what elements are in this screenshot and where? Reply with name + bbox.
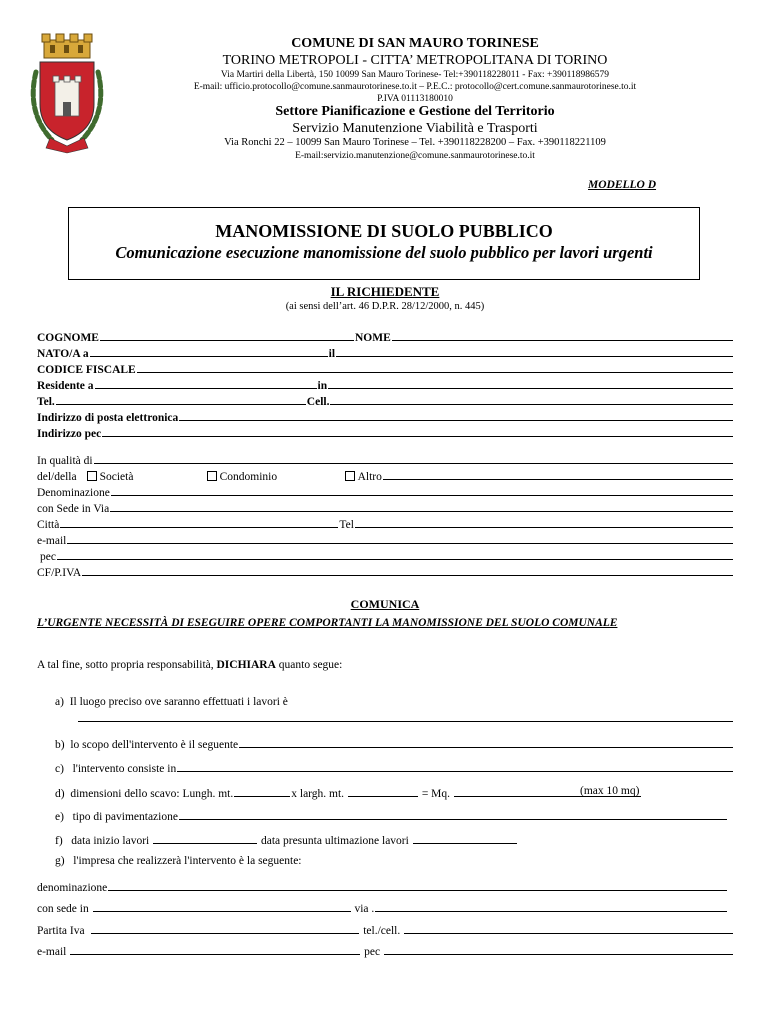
item-e-label: tipo di pavimentazione [72, 811, 178, 823]
impresa-sede-label: con sede in [37, 903, 89, 915]
pec-label: Indirizzo pec [37, 428, 102, 440]
impresa-email-field[interactable] [70, 954, 360, 955]
settore-title: Settore Pianificazione e Gestione del Territorio [275, 104, 555, 119]
intro-text: A tal fine, sotto propria responsabilità, [37, 659, 214, 671]
nome-label: NOME [354, 332, 391, 344]
item-c-letter: c) [55, 763, 64, 775]
citta-label: Città [37, 519, 60, 531]
servizio-title: Servizio Manutenzione Viabilità e Trasporti [292, 121, 538, 136]
sede-label: con Sede in Via [37, 503, 110, 515]
impresa-email-label: e-mail [37, 946, 67, 958]
item-a-field[interactable] [78, 721, 733, 722]
item-b-label: lo scopo dell'intervento è il seguente [70, 739, 239, 751]
tel-field[interactable] [56, 404, 306, 405]
dichiara-intro [37, 659, 342, 671]
qualita-pec-label: pec [40, 551, 56, 563]
cfpiva-label: CF/P.IVA [37, 567, 82, 579]
sede-field[interactable] [110, 511, 733, 512]
item-c-label: l'intervento consiste in [72, 763, 177, 775]
item-f-label: data inizio lavori [71, 835, 150, 847]
denominazione-label: Denominazione [37, 487, 110, 499]
cell-field[interactable] [330, 404, 733, 405]
qualita-tel-label: Tel [339, 519, 354, 531]
qualita-email-label: e-mail [37, 535, 67, 547]
option-altro[interactable] [345, 471, 382, 483]
nome-field[interactable] [392, 340, 733, 341]
nato-label: NATO/A a [37, 348, 89, 360]
altro-field[interactable] [383, 479, 733, 480]
checkbox-icon [87, 471, 97, 481]
shield-icon [40, 62, 94, 140]
coat-of-arms-logo [22, 32, 112, 154]
intro-tail: quanto segue: [278, 659, 343, 671]
checkbox-icon [345, 471, 355, 481]
document-title: MANOMISSIONE DI SUOLO PUBBLICO [215, 221, 553, 241]
item-d-letter: d) [55, 788, 65, 800]
comune-name: COMUNE DI SAN MAURO TORINESE [291, 36, 539, 51]
document-subtitle: Comunicazione esecuzione manomissione del suolo pubblico per lavori urgenti [115, 243, 653, 262]
impresa-pec-label: pec [364, 946, 381, 958]
email-field[interactable] [179, 420, 733, 421]
impresa-tel-field[interactable] [404, 933, 733, 934]
crown-icon [42, 34, 92, 58]
data-inizio-field[interactable] [153, 843, 257, 844]
item-e-letter: e) [55, 811, 64, 823]
altro-label: Altro [357, 471, 382, 483]
modello-label: MODELLO D [588, 179, 657, 191]
data-fine-field[interactable] [413, 843, 517, 844]
option-societa[interactable] [87, 471, 207, 483]
impresa-tel-label: tel./cell. [363, 925, 401, 937]
birthplace-field[interactable] [90, 356, 328, 357]
codice-fiscale-label: CODICE FISCALE [37, 364, 136, 376]
item-d-label: dimensioni dello scavo: Lungh. mt. [70, 788, 234, 800]
larghezza-field[interactable] [348, 796, 418, 797]
item-c-field[interactable] [177, 771, 733, 772]
condominio-label: Condominio [219, 471, 278, 483]
residente-via-field[interactable] [328, 388, 733, 389]
qualita-email-field[interactable] [67, 543, 733, 544]
codice-fiscale-field[interactable] [137, 372, 733, 373]
item-a: a) Il luogo preciso ove saranno effettuati i lavori è [55, 696, 288, 708]
servizio-email: E-mail:servizio.manutenzione@comune.sanmaurotorinese.to.it [295, 151, 535, 161]
email-line: E-mail: ufficio.protocollo@comune.sanmaurotorinese.to.it – P.E.C.: protocollo@cert.comune.sanmaurotorinese.to.it [193, 82, 637, 92]
qualita-field[interactable] [94, 463, 733, 464]
impresa-denominazione-label: denominazione [37, 882, 108, 894]
email-label: Indirizzo di posta elettronica [37, 412, 179, 424]
impresa-sede-field[interactable] [93, 911, 351, 912]
impresa-via-label: via . [354, 903, 375, 915]
metro-line: TORINO METROPOLI - CITTA’ METROPOLITANA DI TORINO [222, 53, 608, 68]
cognome-label: COGNOME [37, 332, 99, 344]
item-e-field[interactable] [179, 819, 727, 820]
item-d-x-label: x largh. mt. [291, 788, 345, 800]
cfpiva-field[interactable] [82, 575, 733, 576]
richiedente-heading: IL RICHIEDENTE [330, 284, 440, 299]
residente-label: Residente a [37, 380, 94, 392]
item-f2-label: data presunta ultimazione lavori [260, 835, 409, 847]
impresa-piva-field[interactable] [91, 933, 359, 934]
cognome-field[interactable] [100, 340, 354, 341]
residente-field[interactable] [95, 388, 317, 389]
pec-field[interactable] [102, 436, 733, 437]
servizio-address: Via Ronchi 22 – 10099 San Mauro Torinese – Tel. +390118228200 – Fax. +390118221109 [224, 137, 606, 148]
qualita-label: In qualità di [37, 455, 93, 467]
dichiara-word: DICHIARA [216, 659, 276, 671]
denominazione-field[interactable] [111, 495, 733, 496]
richiedente-note: (ai sensi dell’art. 46 D.P.R. 28/12/2000, n. 445) [285, 301, 485, 312]
checkbox-icon [207, 471, 217, 481]
impresa-piva-label: Partita Iva [37, 925, 85, 937]
title-box [68, 207, 700, 280]
comunica-heading: COMUNICA [350, 597, 420, 611]
item-b-field[interactable] [239, 747, 733, 748]
tel-label: Tel. [37, 396, 55, 408]
item-f-letter: f) [55, 835, 63, 847]
il-label: il [328, 348, 336, 360]
item-g: g) l'impresa che realizzerà l'intervento è la seguente: [55, 855, 302, 867]
item-d-max: (max 10 mq) [580, 785, 640, 797]
item-d-mq-label: = Mq. [421, 788, 451, 800]
cell-label: Cell. [306, 396, 330, 408]
impresa-denominazione-field[interactable] [108, 890, 727, 891]
lunghezza-field[interactable] [234, 796, 290, 797]
option-condominio[interactable] [207, 471, 345, 483]
qualita-pec-field[interactable] [57, 559, 733, 560]
qualita-tel-field[interactable] [355, 527, 733, 528]
impresa-pec-field[interactable] [384, 954, 733, 955]
piva-line: P.IVA 01113180010 [377, 94, 453, 104]
address-line: Via Martiri della Libertà, 150 10099 San Mauro Torinese- Tel:+390118228011 - Fax: +390118986579 [220, 70, 610, 80]
societa-label: Società [99, 471, 134, 483]
in-label: in [317, 380, 328, 392]
item-b-letter: b) [55, 739, 65, 751]
comunica-statement: L’URGENTE NECESSITÀ DI ESEGUIRE OPERE COMPORTANTI LA MANOMISSIONE DEL SUOLO COMUNALE [37, 617, 618, 629]
citta-field[interactable] [60, 527, 338, 528]
birthdate-field[interactable] [336, 356, 733, 357]
impresa-via-field[interactable] [375, 911, 727, 912]
del-della-label: del/della [37, 471, 77, 483]
